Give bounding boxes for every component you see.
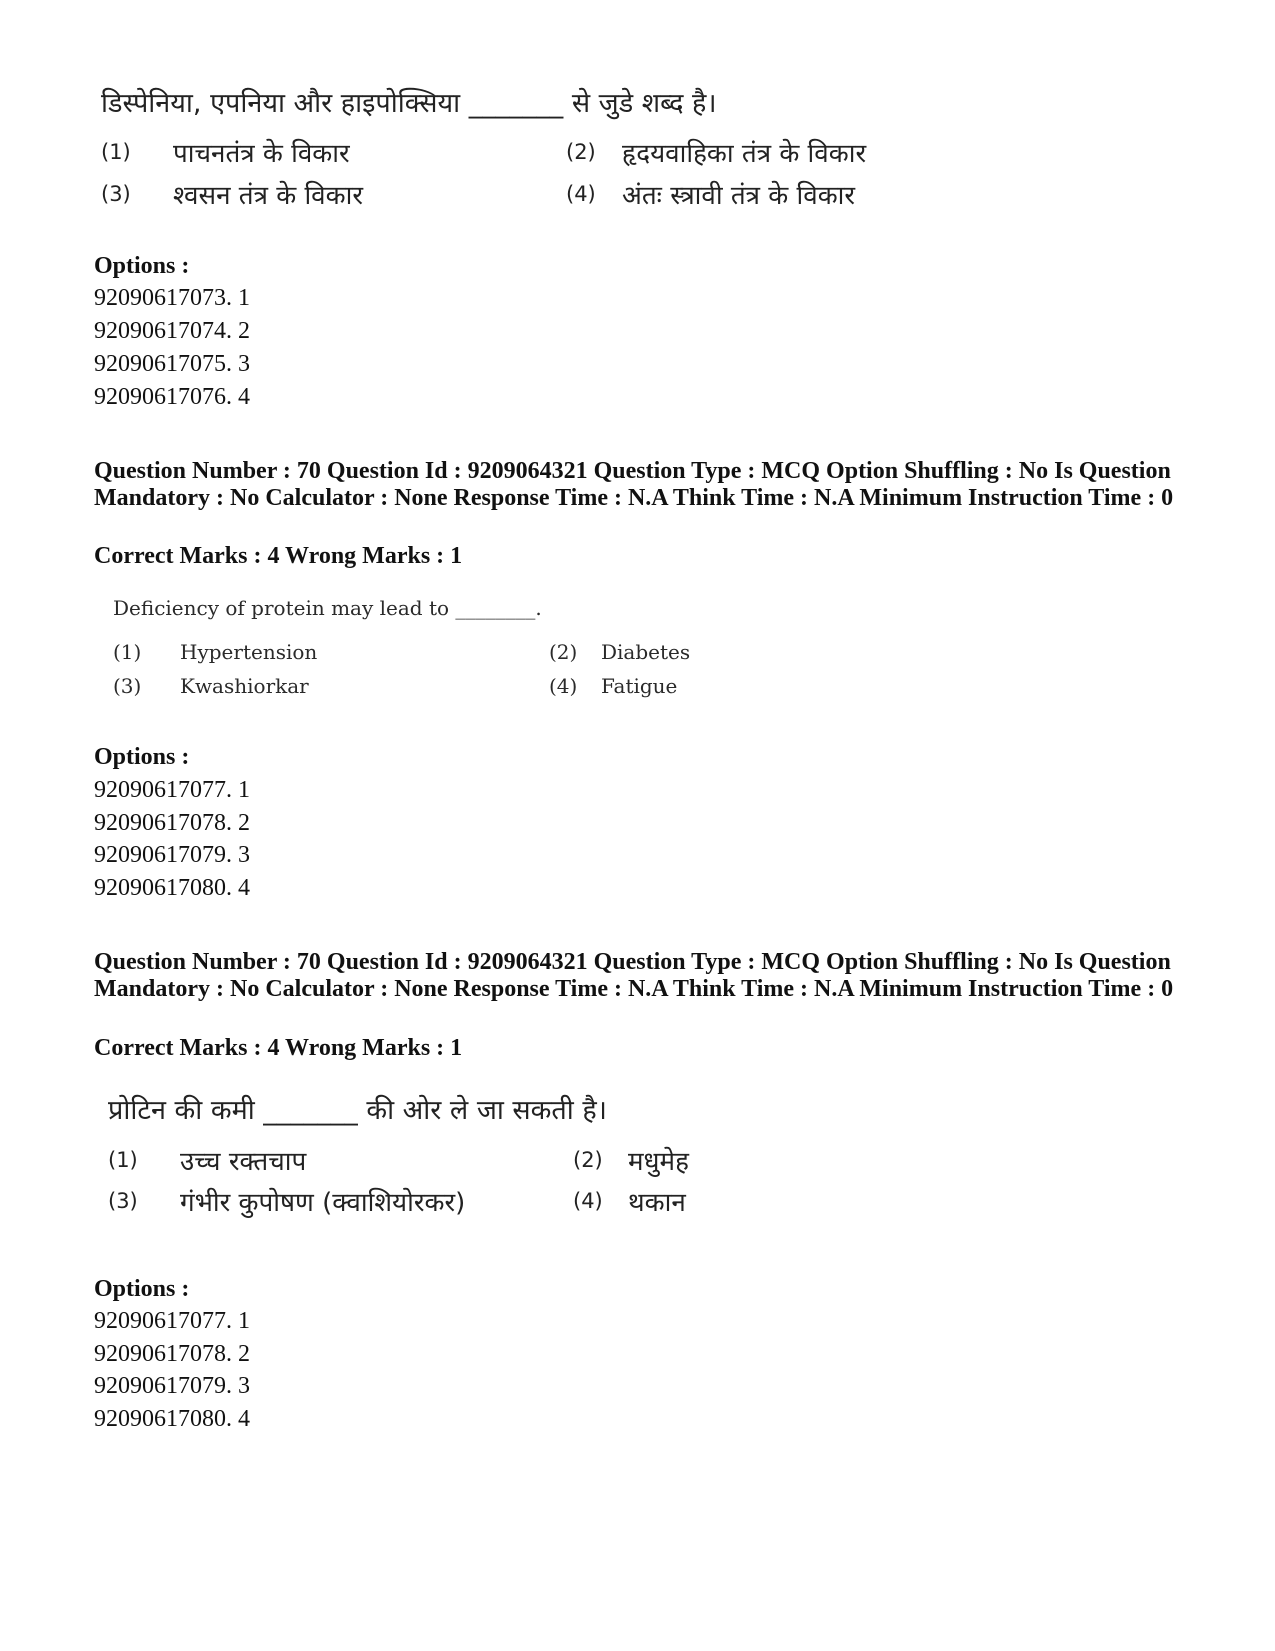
options-heading: Options : — [94, 1276, 190, 1302]
option-id-line: 92090617078. 2 — [94, 1341, 250, 1367]
question-stem: प्रोटिन की कमी _______ की ओर ले जा सकती है। — [108, 1095, 607, 1126]
option-id-line: 92090617079. 3 — [94, 1373, 250, 1399]
option-id-line: 92090617077. 1 — [94, 777, 250, 803]
option-id-line: 92090617077. 1 — [94, 1308, 250, 1334]
option-number: (3) — [108, 1189, 138, 1213]
option-number: (2) — [566, 140, 596, 164]
option-text: गंभीर कुपोषण (क्वाशियोरकर) — [180, 1188, 466, 1218]
question-stem: Deficiency of protein may lead to ________. — [113, 596, 542, 620]
option-number: (4) — [549, 674, 578, 698]
option-id-line: 92090617073. 1 — [94, 285, 250, 311]
option-text: मधुमेह — [628, 1147, 689, 1177]
option-number: (2) — [549, 640, 578, 664]
options-heading: Options : — [94, 253, 190, 279]
option-id-line: 92090617080. 4 — [94, 875, 250, 901]
option-text: Hypertension — [180, 640, 318, 664]
option-number: (3) — [101, 182, 131, 206]
option-number: (4) — [566, 182, 596, 206]
options-heading: Options : — [94, 744, 190, 770]
option-id-line: 92090617075. 3 — [94, 351, 250, 377]
option-text: हृदयवाहिका तंत्र के विकार — [622, 139, 867, 169]
question-marks: Correct Marks : 4 Wrong Marks : 1 — [94, 543, 463, 569]
question-stem: डिस्पेनिया, एपनिया और हाइपोक्सिया _______ से जुडे शब्द है। — [101, 88, 717, 119]
option-text: पाचनतंत्र के विकार — [173, 139, 350, 169]
option-text: श्वसन तंत्र के विकार — [173, 181, 363, 211]
question-meta: Question Number : 70 Question Id : 9209064321 Question Type : MCQ Option Shuffling : No Is Question Mandatory : No Calculator : None Response Time : N.A Think Time : N.A Minimum Instruction Time : 0 — [94, 458, 1174, 511]
option-number: (4) — [573, 1189, 603, 1213]
option-text: उच्च रक्तचाप — [180, 1147, 307, 1177]
option-text: Kwashiorkar — [180, 674, 309, 698]
option-number: (1) — [113, 640, 142, 664]
option-text: Diabetes — [601, 640, 691, 664]
option-id-line: 92090617079. 3 — [94, 842, 250, 868]
option-id-line: 92090617074. 2 — [94, 318, 250, 344]
option-id-line: 92090617076. 4 — [94, 384, 250, 410]
question-meta: Question Number : 70 Question Id : 9209064321 Question Type : MCQ Option Shuffling : No Is Question Mandatory : No Calculator : None Response Time : N.A Think Time : N.A Minimum Instruction Time : 0 — [94, 949, 1174, 1002]
option-number: (2) — [573, 1148, 603, 1172]
option-number: (1) — [108, 1148, 138, 1172]
option-id-line: 92090617080. 4 — [94, 1406, 250, 1432]
option-text: अंतः स्त्रावी तंत्र के विकार — [622, 181, 856, 211]
option-number: (3) — [113, 674, 142, 698]
option-text: थकान — [628, 1188, 686, 1218]
option-id-line: 92090617078. 2 — [94, 810, 250, 836]
question-marks: Correct Marks : 4 Wrong Marks : 1 — [94, 1035, 463, 1061]
option-text: Fatigue — [601, 674, 678, 698]
option-number: (1) — [101, 140, 131, 164]
